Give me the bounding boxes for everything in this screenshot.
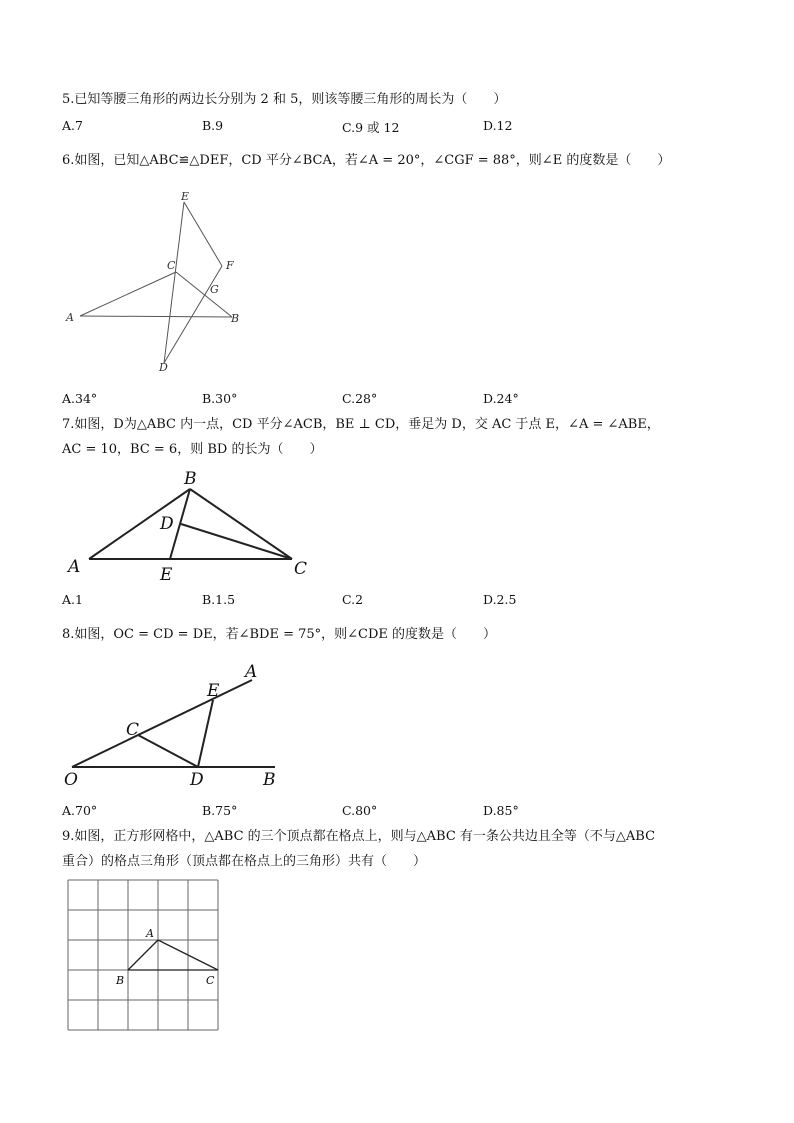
q5-stem: 5.已知等腰三角形的两边长分别为 2 和 5，则该等腰三角形的周长为（ ）	[62, 92, 507, 107]
q7-figure	[62, 464, 322, 588]
q6-label-g: G	[210, 283, 219, 296]
q9-segment-ab	[128, 940, 158, 970]
q8-segment-cd	[138, 735, 198, 767]
q7-option-b[interactable]: B.1.5	[202, 592, 236, 607]
q7-option-d[interactable]: D.2.5	[483, 592, 517, 607]
q6-label-a: A	[66, 311, 74, 324]
q9-label-a: A	[146, 927, 154, 940]
q7-stem-line1: 7.如图，D为△ABC 内一点，CD 平分∠ACB，BE ⊥ CD，垂足为 D，交 AC 于点 E，∠A = ∠ABE，	[62, 417, 660, 432]
q6-segment-fd	[164, 266, 222, 363]
q8-ray-oa	[72, 680, 252, 767]
q6-stem: 6.如图，已知△ABC≌△DEF，CD 平分∠BCA，若∠A = 20°，∠CGF = 88°，则∠E 的度数是（ ）	[62, 153, 671, 168]
q9-label-b: B	[116, 974, 125, 987]
q5-option-c[interactable]: C.9 或 12	[342, 120, 400, 135]
q7-label-c: C	[294, 559, 308, 579]
q7-label-e: E	[160, 565, 173, 585]
q5-options	[62, 118, 662, 136]
q6-label-d: D	[159, 361, 168, 374]
q9-label-c: C	[206, 974, 215, 987]
q6-segment-ab	[80, 316, 232, 317]
q8-option-b[interactable]: B.75°	[202, 803, 238, 818]
q8-label-a: A	[245, 662, 258, 682]
q7-label-b: B	[184, 469, 197, 489]
q8-option-d[interactable]: D.85°	[483, 803, 519, 818]
q7-stem-line2: AC = 10，BC = 6，则 BD 的长为（ ）	[62, 442, 323, 457]
q6-label-f: F	[226, 259, 234, 272]
q7-label-d: D	[160, 514, 174, 534]
q7-segment-ab	[89, 489, 190, 559]
q6-segment-ac	[80, 272, 176, 316]
q8-option-c[interactable]: C.80°	[342, 803, 378, 818]
q6-segment-ed	[164, 202, 184, 363]
q8-label-o: O	[64, 770, 78, 790]
q7-segment-bc	[190, 489, 292, 559]
q7-option-c[interactable]: C.2	[342, 592, 364, 607]
q6-label-b: B	[231, 312, 240, 325]
q6-option-c[interactable]: C.28°	[342, 391, 378, 406]
q8-options	[62, 803, 662, 821]
q6-figure	[60, 188, 250, 378]
q8-segment-de	[198, 700, 213, 767]
q5-option-d[interactable]: D.12	[483, 118, 513, 133]
q5-option-b[interactable]: B.9	[202, 118, 224, 133]
q5-option-a[interactable]: A.7	[62, 118, 83, 133]
q8-label-b: B	[263, 770, 276, 790]
q8-figure	[60, 662, 290, 792]
q8-label-c: C	[126, 720, 140, 740]
q6-label-e: E	[181, 190, 190, 203]
q7-option-a[interactable]: A.1	[62, 592, 83, 607]
q8-option-a[interactable]: A.70°	[62, 803, 98, 818]
q9-figure	[66, 876, 226, 1036]
q6-label-c: C	[167, 259, 176, 272]
q6-segment-cb	[176, 272, 232, 317]
q9-stem-line1: 9.如图，正方形网格中，△ABC 的三个顶点都在格点上，则与△ABC 有一条公共边且全等（不与△ABC	[62, 829, 656, 844]
q6-segment-ef	[184, 202, 222, 266]
q6-option-b[interactable]: B.30°	[202, 391, 238, 406]
q7-label-a: A	[68, 557, 81, 577]
q6-option-a[interactable]: A.34°	[62, 391, 98, 406]
q8-label-d: D	[190, 770, 204, 790]
q9-stem-line2: 重合）的格点三角形（顶点都在格点上的三角形）共有（ ）	[62, 854, 427, 869]
q7-segment-dc	[181, 524, 292, 559]
q8-label-e: E	[207, 681, 220, 701]
q6-option-d[interactable]: D.24°	[483, 391, 519, 406]
q7-options	[62, 592, 662, 610]
q8-stem: 8.如图，OC = CD = DE，若∠BDE = 75°，则∠CDE 的度数是（ ）	[62, 627, 497, 642]
q6-options	[62, 391, 662, 409]
